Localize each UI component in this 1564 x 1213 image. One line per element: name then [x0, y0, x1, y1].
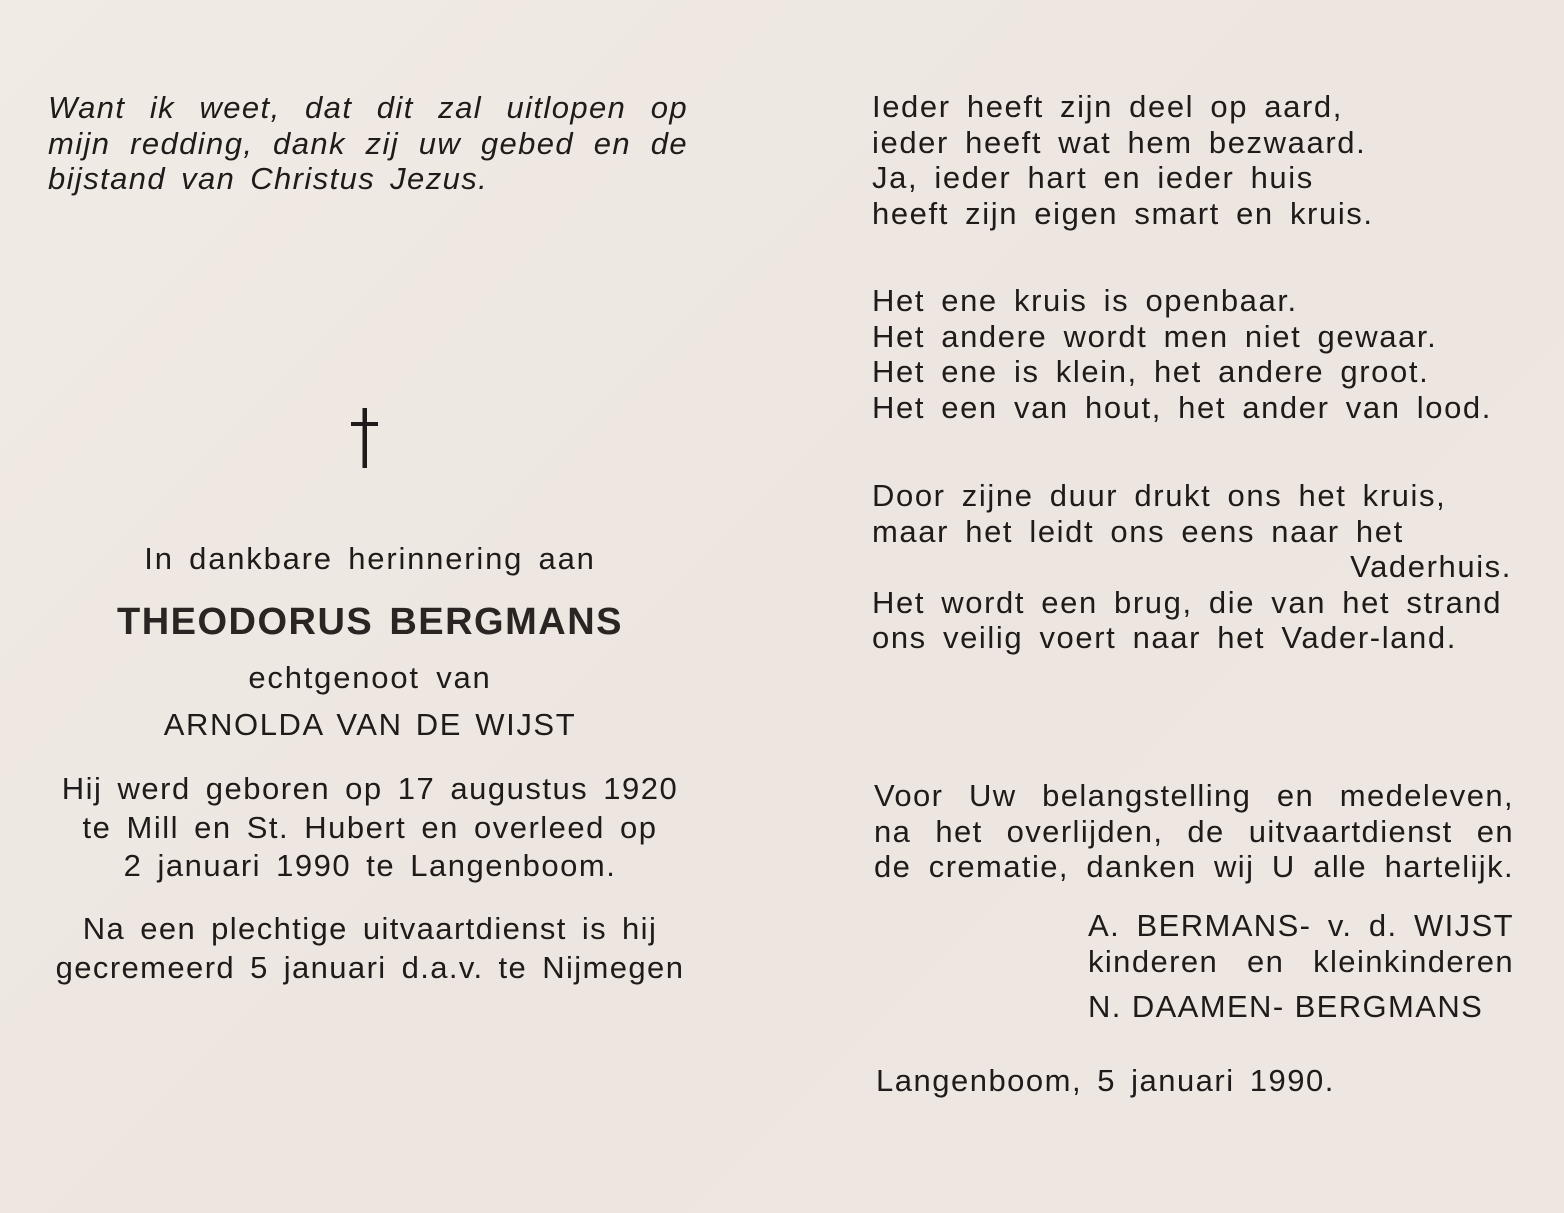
poem-line: heeft zijn eigen smart en kruis. — [872, 195, 1374, 231]
thanks-text — [874, 778, 1514, 885]
signature-line: A. BERMANS- v. d. WIJST — [1088, 908, 1514, 943]
funeral-line: Na een plechtige uitvaartdienst is hij — [82, 911, 658, 946]
poem-stanza-1 — [872, 89, 1374, 231]
motto-verse — [48, 90, 688, 197]
poem-line: Het wordt een brug, die van het strand — [872, 584, 1503, 620]
thanks-line: de crematie, danken wij U alle hartelijk. — [874, 849, 1514, 884]
motto-line: Want ik weet, dat dit zal uitlopen op — [48, 90, 688, 125]
poem-line: Door zijne duur drukt ons het kruis, — [872, 478, 1447, 513]
birth-death-line: Hij werd geboren op 17 augustus 1920 — [61, 771, 679, 806]
funeral-line: gecremeerd 5 januari d.a.v. te Nijmegen — [55, 949, 685, 985]
poem-line: maar het leidt ons eens naar het — [872, 513, 1404, 549]
signature-line: kinderen en kleinkinderen — [1088, 943, 1514, 979]
spouse-name: ARNOLDA VAN DE WIJST — [163, 707, 577, 742]
birth-death-line: 2 januari 1990 te Langenboom. — [123, 848, 617, 883]
place-date: Langenboom, 5 januari 1990. — [876, 1063, 1335, 1098]
birth-death-line: te Mill en St. Hubert en overleed op — [82, 809, 658, 845]
birth-death-text — [40, 770, 700, 886]
cross-icon — [348, 408, 382, 468]
thanks-line: Voor Uw belangstelling en medeleven, — [874, 778, 1514, 813]
poem-line: Het ene kruis is openbaar. — [872, 283, 1298, 318]
poem-stanza-3 — [872, 478, 1512, 656]
memorial-intro: In dankbare herinnering aan — [144, 541, 596, 576]
poem-line: Ja, ieder hart en ieder huis — [872, 160, 1314, 195]
signatures — [1088, 908, 1514, 1025]
poem-line: ons veilig voert naar het Vader-land. — [872, 620, 1457, 655]
poem-line: Het ene is klein, het andere groot. — [872, 354, 1430, 389]
deceased-name: THEODORUS BERGMANS — [116, 601, 624, 643]
poem-line: ieder heeft wat hem bezwaard. — [872, 124, 1367, 160]
poem-line: Het andere wordt men niet gewaar. — [872, 318, 1438, 354]
poem-stanza-2 — [872, 283, 1492, 425]
funeral-text — [40, 910, 700, 987]
motto-line: bijstand van Christus Jezus. — [48, 161, 489, 196]
motto-line: mijn redding, dank zij uw gebed en de — [48, 125, 688, 161]
poem-line: Ieder heeft zijn deel op aard, — [872, 89, 1343, 124]
poem-line: Vaderhuis. — [1350, 549, 1512, 584]
signature-line: N. DAAMEN- BERGMANS — [1088, 989, 1484, 1024]
thanks-line: na het overlijden, de uitvaartdienst en — [874, 813, 1514, 849]
poem-line: Het een van hout, het ander van lood. — [872, 389, 1492, 425]
spouse-label: echtgenoot van — [248, 660, 492, 695]
